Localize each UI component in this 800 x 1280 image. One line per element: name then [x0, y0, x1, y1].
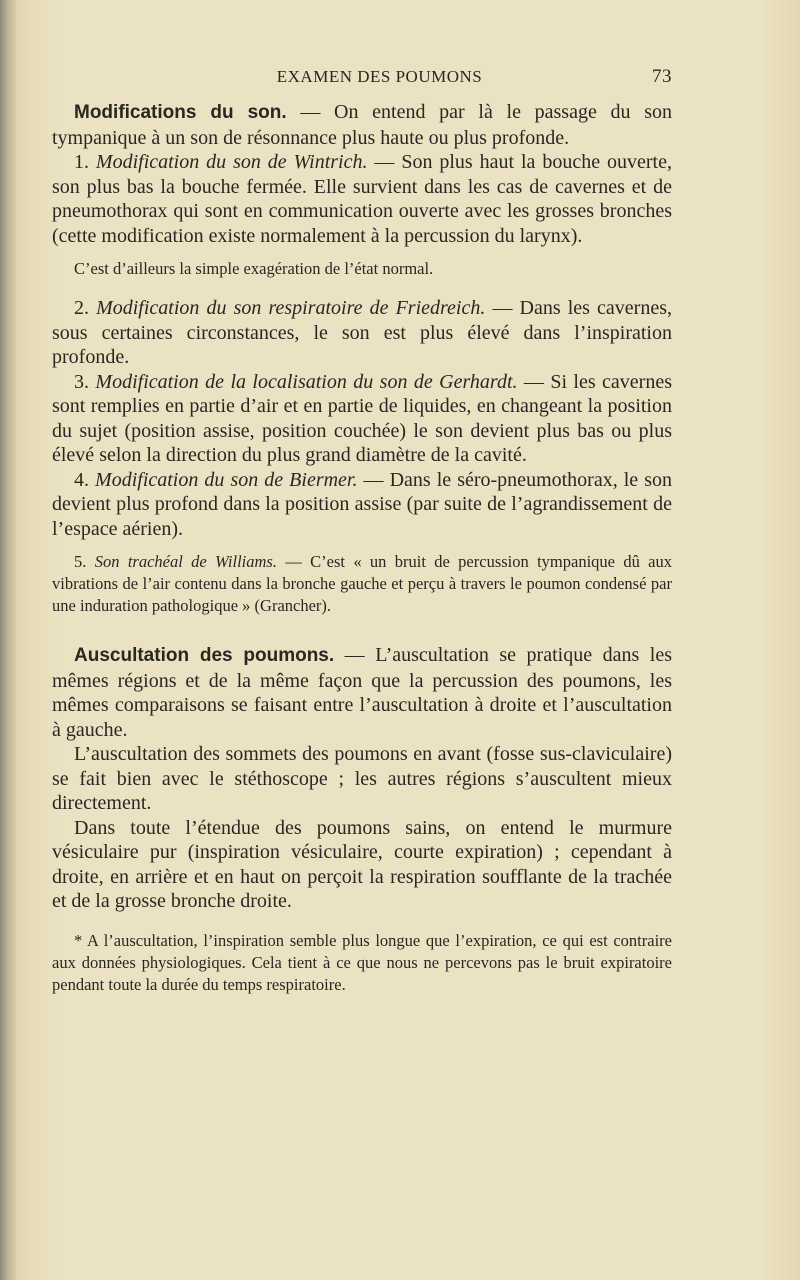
running-header: [52, 66, 672, 88]
footnote-marker: *: [74, 930, 83, 950]
paragraph-modifications: Modifications du son. — On entend par là le passage du son tympanique à un son de résonnance plus haute ou plus profonde.: [52, 101, 672, 149]
page-number: 73: [652, 66, 672, 87]
paragraph-item-3: 3. Modification de la localisation du son de Gerhardt. — Si les cavernes sont remplies en partie d’air et en partie de liquides, en changeant la position du sujet (position assise, position couchée) le son devient plus bas ou plus élevé selon la direction du plus grand diamètre de la cavité.: [52, 370, 672, 466]
page-content: [52, 66, 672, 996]
book-spine-edge: [0, 0, 16, 1280]
paragraph-auscultation-sommets: L’auscultation des sommets des poumons en avant (fosse sus-claviculaire) se fait bien avec le stéthoscope ; les autres régions s’auscultent mieux directement.: [52, 743, 672, 814]
item-1-title: Modification du son de Wintrich.: [95, 151, 368, 173]
paragraph-item-2: 2. Modification du son respiratoire de Friedreich. — Dans les cavernes, sous certaines circonstances, le son est plus élevé dans l’inspiration profonde.: [52, 297, 672, 368]
paragraph-item-5: 5. Son trachéal de Williams. — C’est « un bruit de percussion tympanique dû aux vibrations de l’air contenu dans la bronche gauche et perçu à travers le poumon condensé par une induration pathologique » (Grancher).: [52, 552, 672, 615]
footnote: * A l’auscultation, l’inspiration semble plus longue que l’expiration, ce qui est contraire aux données physiologiques. Cela tient à ce que nous ne percevons pas le bruit expiratoire pendant toute la durée du temps respiratoire.: [52, 930, 672, 994]
paragraph-item-4: 4. Modification du son de Biermer. — Dans le séro-pneumothorax, le son devient plus profond dans la position assise (par suite de l’agrandissement de l’espace aérien).: [52, 468, 673, 540]
paragraph-auscultation: Auscultation des poumons. — L’auscultation se pratique dans les mêmes régions et de la même façon que la percussion des poumons, les mêmes comparaisons se faisant entre l’auscultation à droite et l’auscultation à gauche.: [52, 644, 672, 741]
heading-modifications: Modifications du son.: [74, 102, 287, 123]
item-2-title: Modification du son respiratoire de Friedreich.: [96, 297, 486, 319]
paragraph-item-1: 1. Modification du son de Wintrich. — Son plus haut la bouche ouverte, son plus bas la bouche fermée. Elle survient dans les cas de cavernes et de pneumothorax qui sont en communication ouverte avec les grosses bronches (cette modification existe normalement à la percussion du larynx).: [52, 151, 672, 247]
item-3-title: Modification de la localisation du son de Gerhardt.: [95, 370, 518, 393]
note-exaggeration: C’est d’ailleurs la simple exagération de l’état normal.: [74, 259, 434, 278]
running-title: EXAMEN DES POUMONS: [276, 67, 483, 86]
item-4-title: Modification du son de Biermer.: [95, 468, 358, 491]
heading-auscultation: Auscultation des poumons.: [74, 645, 335, 666]
paragraph-auscultation-murmure: Dans toute l’étendue des poumons sains, on entend le murmure vésiculaire pur (inspiration vésiculaire, courte expiration) ; cependant à droite, en arrière et en haut on perçoit la respiration soufflante de la trachée et de la grosse bronche droite.: [52, 816, 672, 912]
item-5-title: Son trachéal de Williams.: [94, 552, 277, 571]
